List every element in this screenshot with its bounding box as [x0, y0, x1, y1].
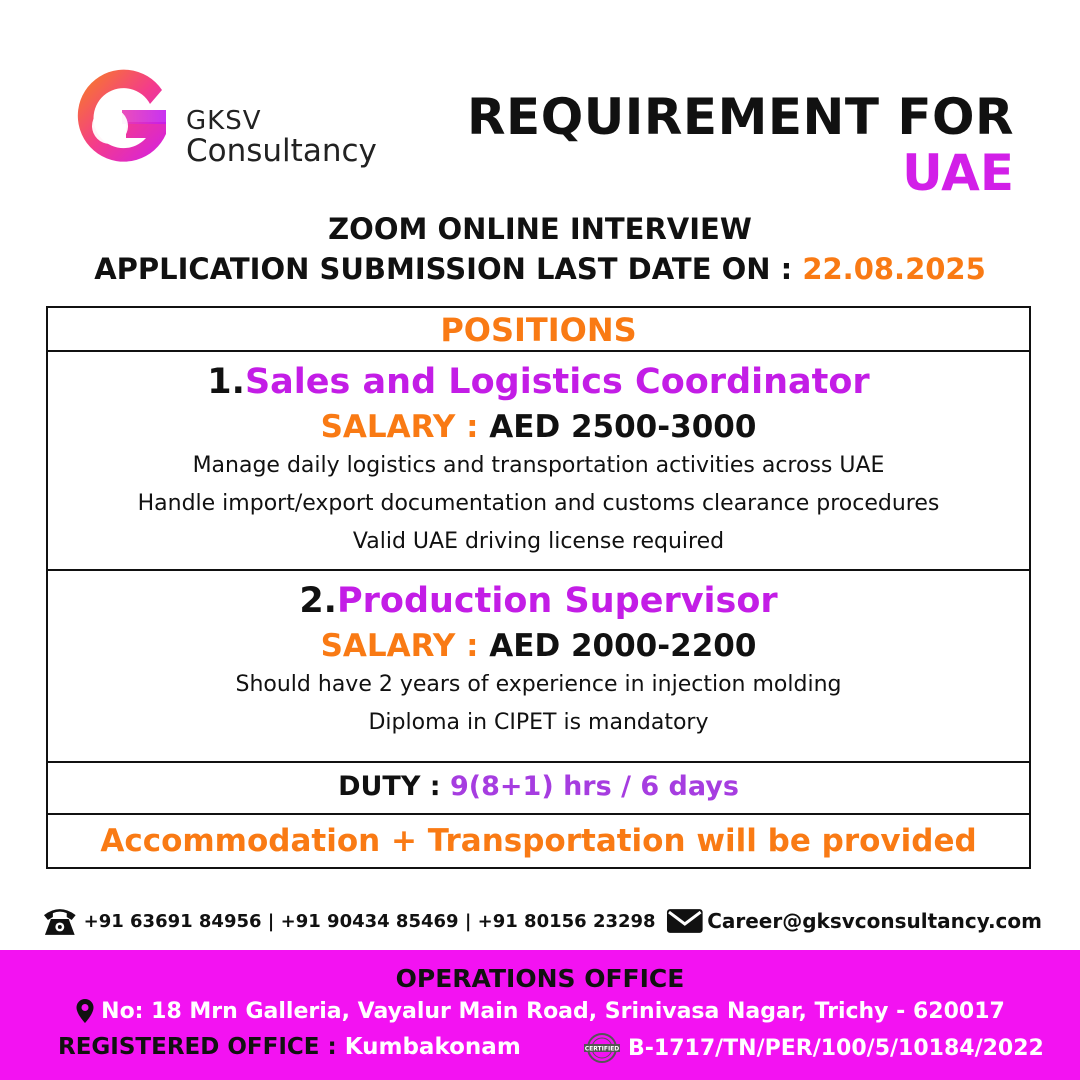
mail-icon	[666, 907, 704, 935]
duty-text	[48, 763, 1029, 811]
registered-office	[58, 1034, 521, 1060]
duty-row	[46, 763, 1031, 815]
requirement-heading	[467, 88, 1014, 202]
interview-mode: ZOOM ONLINE INTERVIEW	[328, 212, 752, 246]
certified-stamp-icon	[580, 1032, 624, 1064]
job-name: Production Supervisor	[336, 581, 778, 621]
salary-label: SALARY :	[320, 628, 479, 664]
job-detail: Diploma in CIPET is mandatory	[368, 710, 709, 735]
license-number: B-1717/TN/PER/100/5/10184/2022	[628, 1035, 1044, 1061]
registered-label: REGISTERED OFFICE :	[58, 1034, 337, 1060]
contact-line	[42, 903, 1042, 939]
job-card	[46, 352, 1031, 571]
email-link[interactable]: Career@gksvconsultancy.com	[707, 909, 1042, 933]
svg-text:CERTIFIED: CERTIFIED	[584, 1045, 620, 1053]
operations-address	[0, 998, 1080, 1024]
registered-value: Kumbakonam	[344, 1034, 521, 1060]
operations-title: OPERATIONS OFFICE	[395, 964, 685, 993]
salary-value: AED 2000-2200	[489, 628, 757, 664]
positions-heading: POSITIONS	[440, 311, 637, 349]
phone-numbers[interactable]: +91 63691 84956 | +91 90434 85469 | +91 80156 23298	[83, 910, 656, 932]
submission-deadline	[0, 252, 1080, 286]
duty-label: DUTY :	[338, 771, 441, 802]
salary-label: SALARY :	[320, 409, 479, 445]
requirement-title: REQUIREMENT FOR	[467, 88, 1014, 146]
phone-icon	[42, 905, 78, 937]
gksv-logo-icon	[66, 68, 176, 176]
benefits-text: Accommodation + Transportation will be provided	[100, 823, 977, 859]
operations-footer	[0, 950, 1080, 1080]
positions-header	[46, 306, 1031, 352]
job-name: Sales and Logistics Coordinator	[244, 362, 870, 402]
benefits-row	[46, 815, 1031, 869]
job-details	[48, 447, 1029, 561]
job-card	[46, 571, 1031, 763]
brand-line2: Consultancy	[186, 133, 377, 169]
job-number: 2.	[299, 581, 337, 621]
brand-name	[186, 108, 377, 167]
job-detail: Should have 2 years of experience in injection molding	[235, 672, 842, 697]
salary-value: AED 2500-3000	[489, 409, 757, 445]
job-title	[48, 362, 1029, 402]
location-pin-icon	[75, 998, 95, 1024]
duty-value: 9(8+1) hrs / 6 days	[450, 771, 739, 802]
job-details	[48, 666, 1029, 742]
job-title	[48, 581, 1029, 621]
job-detail: Valid UAE driving license required	[352, 529, 725, 554]
deadline-date: 22.08.2025	[802, 252, 986, 286]
requirement-country: UAE	[902, 144, 1014, 202]
job-salary	[48, 628, 1029, 664]
job-detail: Handle import/export documentation and customs clearance procedures	[137, 491, 940, 516]
job-detail: Manage daily logistics and transportation activities across UAE	[192, 453, 885, 478]
address-text: No: 18 Mrn Galleria, Vayalur Main Road, Srinivasa Nagar, Trichy - 620017	[101, 998, 1005, 1024]
deadline-label: APPLICATION SUBMISSION LAST DATE ON :	[94, 252, 793, 286]
license-info	[580, 1032, 1044, 1064]
job-number: 1.	[207, 362, 245, 402]
job-salary	[48, 409, 1029, 445]
brand-line1: GKSV	[186, 106, 262, 136]
